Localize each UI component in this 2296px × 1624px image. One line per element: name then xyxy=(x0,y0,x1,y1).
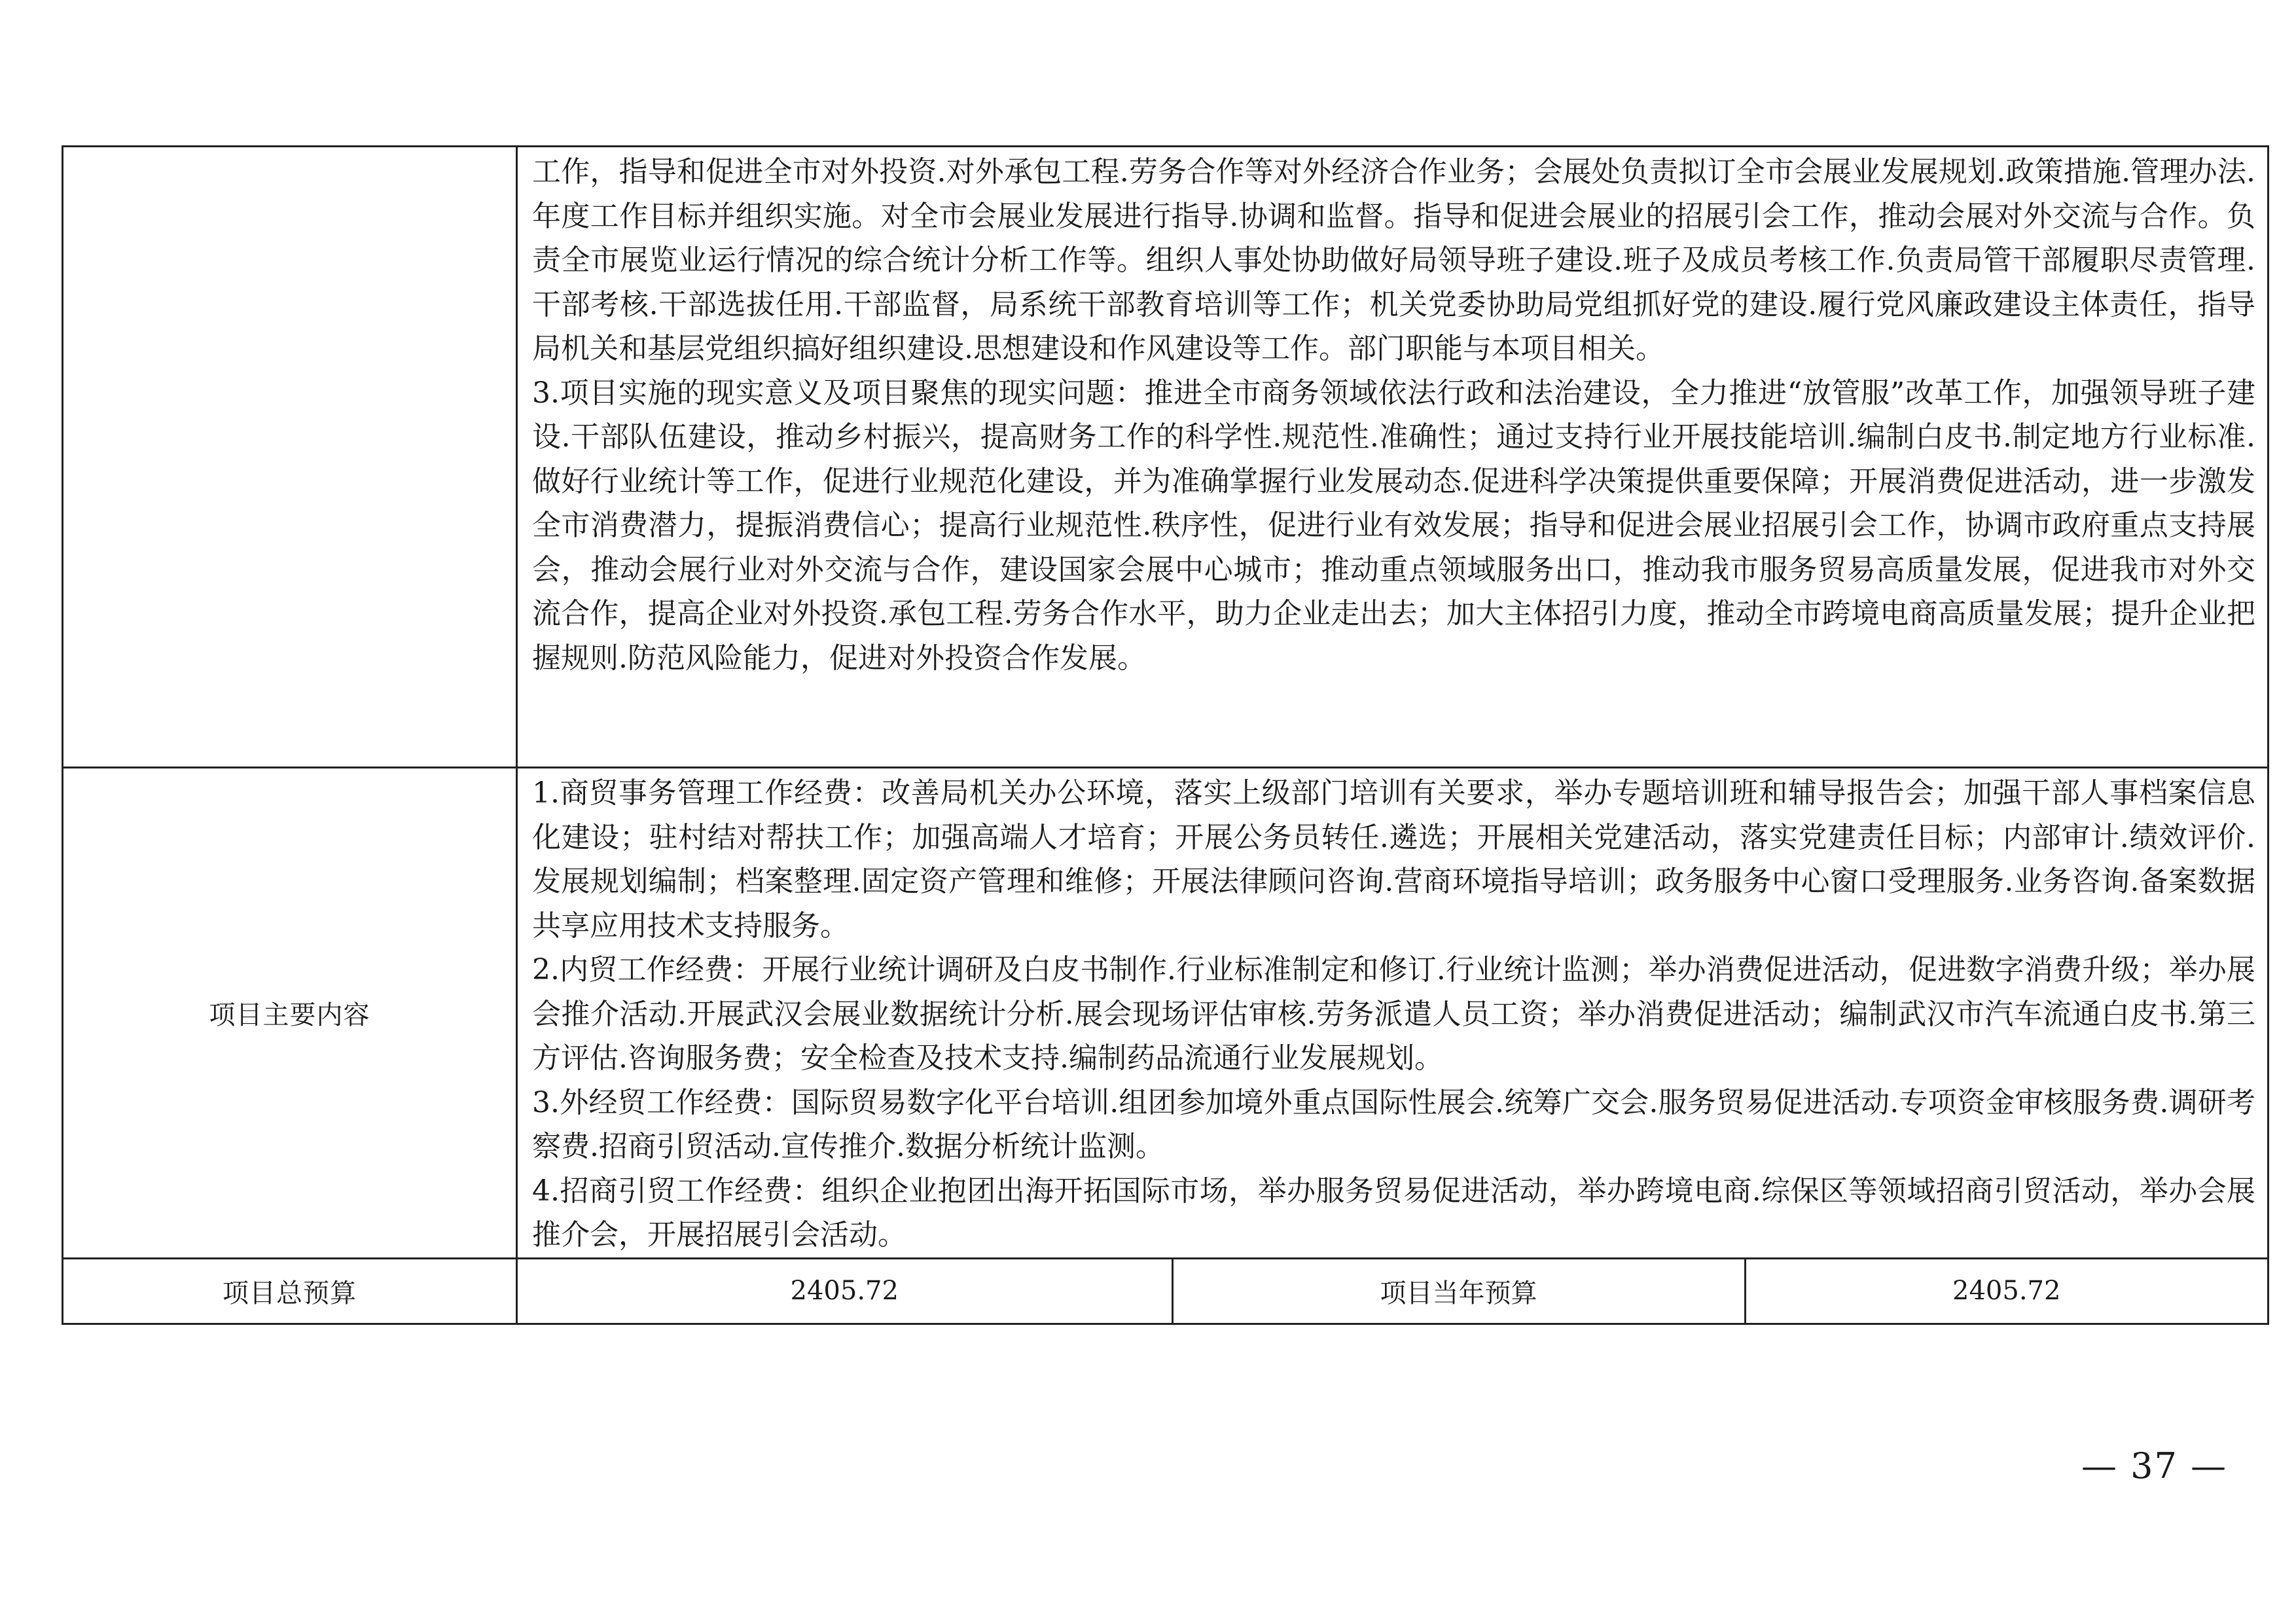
page-number: — 37 — xyxy=(2081,1445,2228,1487)
total-budget-value: 2405.72 xyxy=(790,1276,899,1306)
total-budget-label: 项目总预算 xyxy=(63,1258,517,1324)
year-budget-value: 2405.72 xyxy=(1745,1259,2267,1323)
project-background-text: 工作，指导和促进全市对外投资.对外承包工程.劳务合作等对外经济合作业务；会展处负责拟订全市会展业发展规划.政策措施.管理办法.年度工作目标并组织实施。对全市会展业发展进行指导.协调和监督。指导和促进会展业的招展引会工作，推动会展对外交流与合作。负责全市展览业运行情况的综合统计分析工作等。组织人事处协助做好局领导班子建设.班子及成员考核工作.负责局管干部履职尽责管理.干部考核.干部选拔任用.干部监督，局系统干部教育培训等工作；机关党委协助局党组抓好党的建设.履行党风廉政建设主体责任，指导局机关和基层党组织搞好组织建设.思想建设和作风建设等工作。部门职能与本项目相关。 3.项目实施的现实意义及项目聚焦的现实问题：推进全市商务领域依法行政和法治建设，全力推进“放管服”改革工作，加强领导班子建设.干部队伍建设，推动乡村振兴，提高财务工作的科学性.规范性.准确性；通过支持行业开展技能培训.编制白皮书.制定地方行业标准.做好行业统计等工作，促进行业规范化建设，并为准确掌握行业发展动态.促进科学决策提供重要保障；开展消费促进活动，进一步激发全市消费潜力，提振消费信心；提高行业规范性.秩序性，促进行业有效发展；指导和促进会展业招展引会工作，协调市政府重点支持展会，推动会展行业对外交流与合作，建设国家会展中心城市；推动重点领域服务出口，推动我市服务贸易高质量发展，促进我市对外交流合作，提高企业对外投资.承包工程.劳务合作水平，助力企业走出去；加大主体招引力度，推动全市跨境电商高质量发展；提升企业把握规则.防范风险能力，促进对外投资合作发展。 xyxy=(517,147,2269,768)
year-budget-label: 项目当年预算 xyxy=(1172,1259,1745,1323)
table-row xyxy=(63,147,2269,768)
budget-inner-table xyxy=(518,1259,2267,1323)
table-row xyxy=(63,1258,2269,1324)
main-content-label: 项目主要内容 xyxy=(63,768,517,1259)
row-label xyxy=(63,147,517,768)
budget-values-cell xyxy=(517,1258,2269,1324)
budget-table xyxy=(62,145,2269,1325)
main-content-text: 1.商贸事务管理工作经费：改善局机关办公环境，落实上级部门培训有关要求，举办专题培训班和辅导报告会；加强干部人事档案信息化建设；驻村结对帮扶工作；加强高端人才培育；开展公务员转任.遴选；开展相关党建活动，落实党建责任目标；内部审计.绩效评价.发展规划编制；档案整理.固定资产管理和维修；开展法律顾问咨询.营商环境指导培训；政务服务中心窗口受理服务.业务咨询.备案数据共享应用技术支持服务。 2.内贸工作经费：开展行业统计调研及白皮书制作.行业标准制定和修订.行业统计监测；举办消费促进活动，促进数字消费升级；举办展会推介活动.开展武汉会展业数据统计分析.展会现场评估审核.劳务派遣人员工资；举办消费促进活动；编制武汉市汽车流通白皮书.第三方评估.咨询服务费；安全检查及技术支持.编制药品流通行业发展规划。 3.外经贸工作经费：国际贸易数字化平台培训.组团参加境外重点国际性展会.统筹广交会.服务贸易促进活动.专项资金审核服务费.调研考察费.招商引贸活动.宣传推介.数据分析统计监测。 4.招商引贸工作经费：组织企业抱团出海开拓国际市场，举办服务贸易促进活动，举办跨境电商.综保区等领域招商引贸活动，举办会展推介会，开展招展引会活动。 xyxy=(517,768,2269,1259)
table-row xyxy=(63,768,2269,1259)
